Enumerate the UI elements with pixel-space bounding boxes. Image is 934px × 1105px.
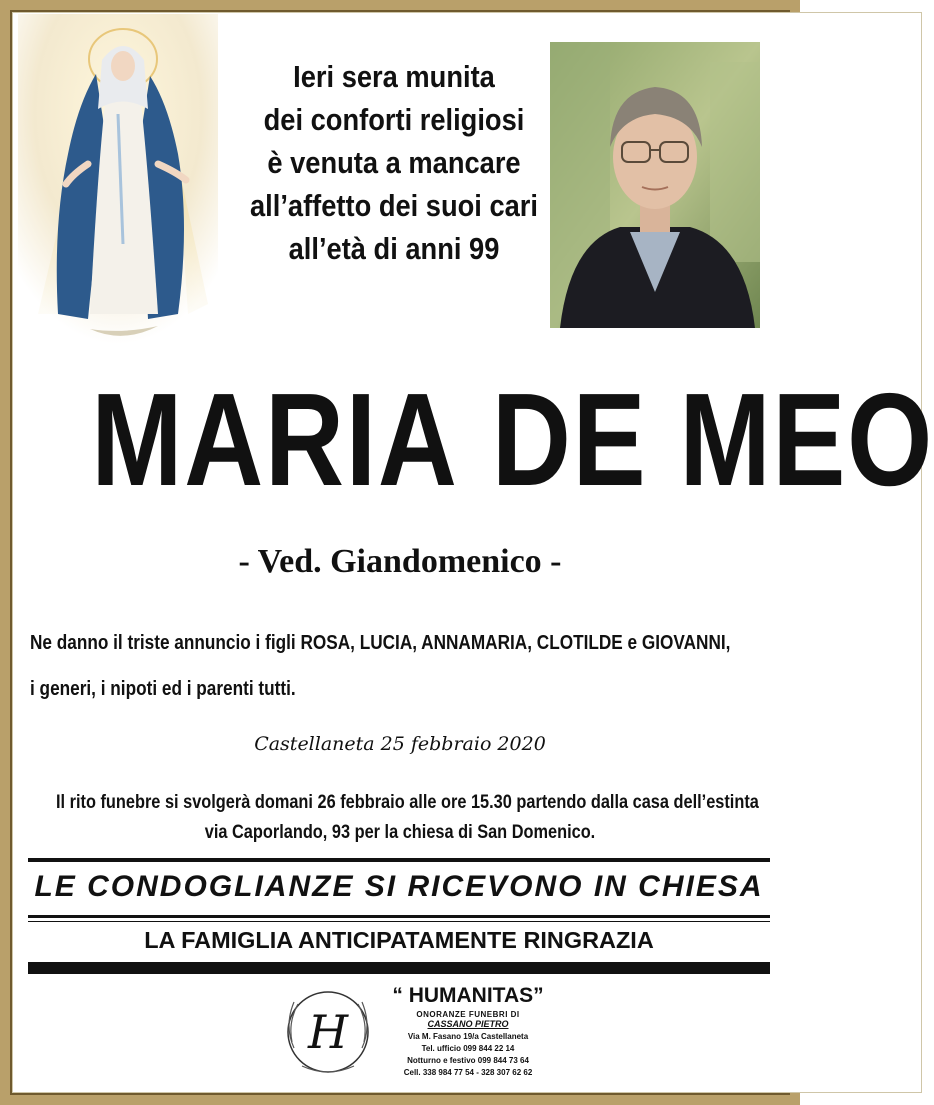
agency-night-phone: Notturno e festivo 099 844 73 64 (407, 1056, 529, 1065)
intro-line: Ieri sera munita (293, 59, 495, 94)
funeral-line: Il rito funebre si svolgerà domani 26 febbraio alle ore 15.30 partendo dalla casa dell’estinta (56, 792, 759, 813)
logo-letter: H (307, 1005, 349, 1059)
agency-mobile: Cell. 338 984 77 54 - 328 307 62 62 (403, 1068, 533, 1077)
agency-owner: CASSANO PIETRO (427, 1019, 509, 1029)
intro-line: all’affetto dei suoi cari (249, 188, 539, 223)
last-name: DE MEO (491, 366, 934, 513)
agency-name: “ HUMANITAS” (392, 984, 544, 1007)
portrait-photo (550, 42, 760, 328)
intro-line: è venuta a mancare (267, 145, 521, 180)
widow-of: - Ved. Giandomenico - (238, 543, 562, 580)
divider (28, 915, 770, 918)
announcement-line: i generi, i nipoti ed i parenti tutti. (30, 678, 296, 700)
deceased-name (91, 366, 934, 513)
agency-subtitle: ONORANZE FUNEBRI DI (416, 1010, 520, 1019)
agency-logo (272, 982, 384, 1086)
intro-line: dei conforti religiosi (263, 102, 525, 137)
announcement (30, 620, 731, 712)
intro-text (246, 55, 542, 270)
agency-info (388, 984, 548, 1077)
madonna-illustration (18, 14, 218, 344)
intro-line: all’età di anni 99 (288, 231, 500, 266)
condolences-notice: LE CONDOGLIANZE SI RICEVONO IN CHIESA (34, 870, 764, 903)
divider (28, 921, 770, 922)
funeral-line: via Caporlando, 93 per la chiesa di San Domenico. (204, 822, 596, 843)
first-name: MARIA (91, 366, 459, 513)
funeral-info (0, 788, 800, 848)
divider (28, 962, 770, 974)
thanks-notice: LA FAMIGLIA ANTICIPATAMENTE RINGRAZIA (144, 927, 654, 953)
agency-office-phone: Tel. ufficio 099 844 22 14 (421, 1044, 515, 1053)
divider (28, 858, 770, 862)
announcement-line: Ne danno il triste annuncio i figli ROSA, LUCIA, ANNAMARIA, CLOTILDE e GIOVANNI, (30, 632, 731, 654)
dateline: Castellaneta 25 febbraio 2020 (254, 733, 546, 755)
agency-address: Via M. Fasano 19/a Castellaneta (407, 1032, 529, 1041)
